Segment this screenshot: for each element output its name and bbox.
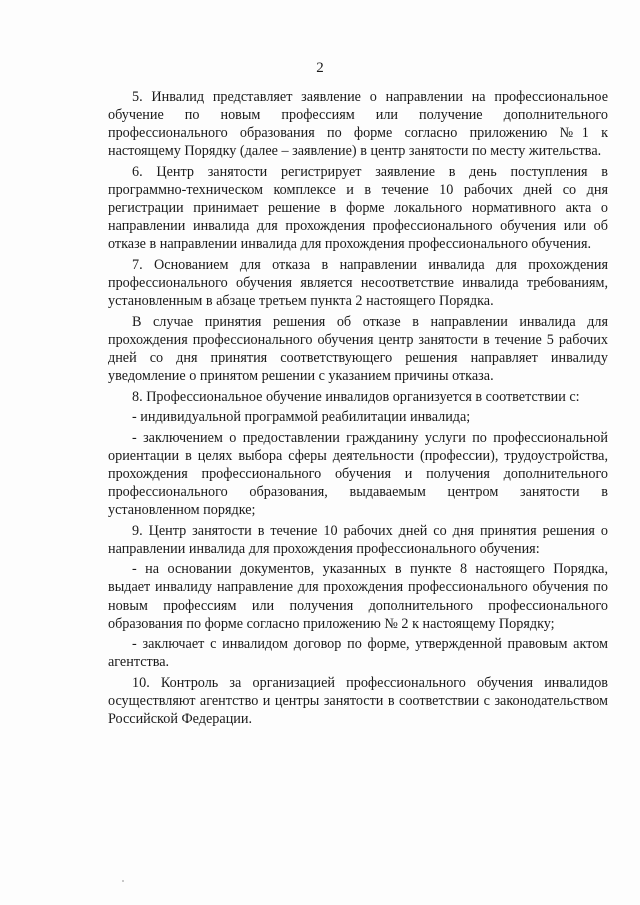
document-body <box>108 88 608 731</box>
paragraph-item-7: 7. Основанием для отказа в направлении инвалида для прохождения профессионального обучения является несоответствие инвалида требованиям, установленным в абзаце третьем пункта 2 настоящего Порядка. <box>108 256 608 310</box>
paragraph-item-10: 10. Контроль за организацией профессионального обучения инвалидов осуществляют агентство и центры занятости в соответствии с законодательством Российской Федерации. <box>108 674 608 728</box>
paragraph-refusal-notice: В случае принятия решения об отказе в направлении инвалида для прохождения профессионального обучения центр занятости в течение 5 рабочих дней со дня принятия соответствующего решения направляет инвалиду уведомление о принятом решении с указанием причины отказа. <box>108 313 608 384</box>
scan-speck <box>122 880 124 882</box>
list-item-rehab-program: - индивидуальной программой реабилитации инвалида; <box>132 409 471 426</box>
paragraph-item-6: 6. Центр занятости регистрирует заявление в день поступления в программно-техническом комплексе и в течение 10 рабочих дней со дня регистрации принимает решение в форме локального нормативного акта о направлении инвалида для прохождения профессионального обучения или об отказе в направлении инвалида для прохождения профессионального обучения. <box>108 163 608 253</box>
paragraph-item-8: 8. Профессиональное обучение инвалидов организуется в соответствии с: <box>132 388 580 405</box>
page-number: 2 <box>316 60 324 76</box>
paragraph-item-5: 5. Инвалид представляет заявление о направлении на профессиональное обучение по новым профессиям или получение дополнительного профессионального образования по форме согласно приложению №1 к настоящему Порядку (далее – заявление) в центр занятости по месту жительства. <box>108 89 608 160</box>
paragraph-item-9: 9. Центр занятости в течение 10 рабочих дней со дня принятия решения о направлении инвалида для прохождения профессионального обучения: <box>108 522 608 557</box>
list-item-issue-referral: - на основании документов, указанных в пункте 8 настоящего Порядка, выдает инвалиду направление для прохождения профессионального обучения по новым профессиям или получения дополнительного профессионального образования по форме согласно приложению № 2 к настоящему Порядку; <box>108 561 608 632</box>
list-item-career-conclusion: - заключением о предоставлении гражданину услуги по профессиональной ориентации в целях выбора сферы деятельности (профессии), трудоустройства, прохождения профессионального обучения и получения дополнительного профессионального образования, выдаваемым центром занятости в установленном порядке; <box>108 429 608 519</box>
list-item-conclude-contract: - заключает с инвалидом договор по форме, утвержденной правовым актом агентства. <box>108 636 608 671</box>
